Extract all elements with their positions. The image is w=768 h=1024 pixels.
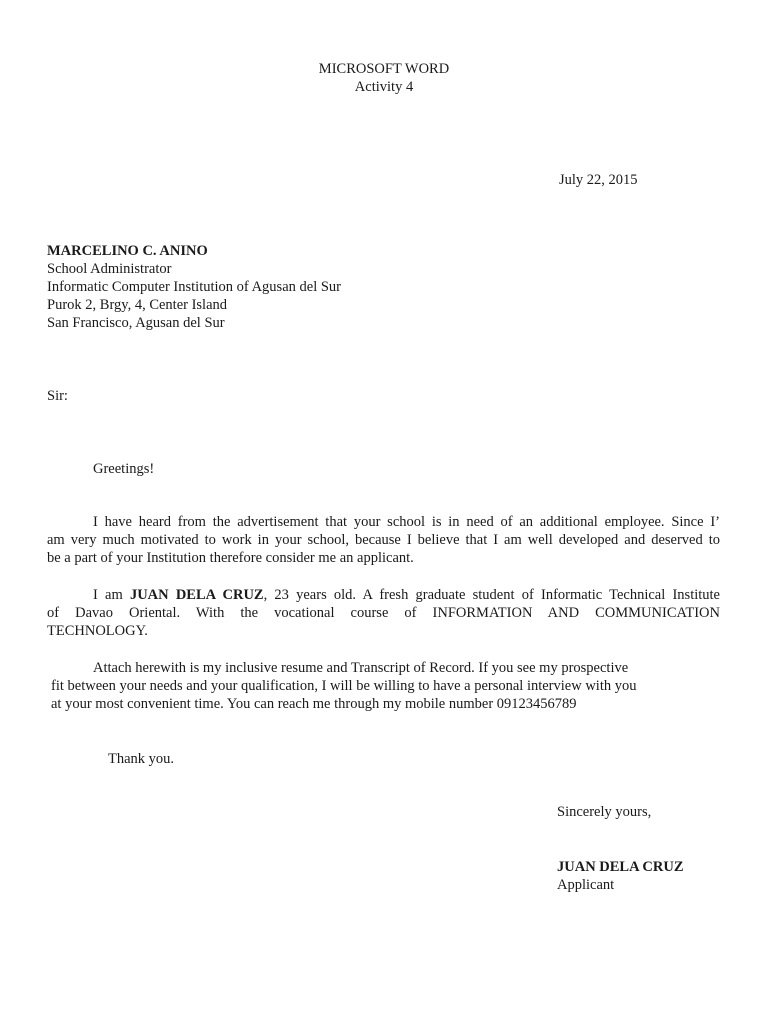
signature-title: Applicant bbox=[557, 877, 615, 893]
paragraph-3-line-1: Attach herewith is my inclusive resume and Transcript of Record. If you see my prospective bbox=[93, 660, 629, 676]
paragraph-2-line-1 bbox=[47, 586, 720, 604]
closing: Sincerely yours, bbox=[557, 804, 652, 820]
recipient-address-line1: Purok 2, Brgy, 4, Center Island bbox=[47, 297, 228, 313]
paragraph-1-line-2: am very much motivated to work in your school, because I believe that I am well developed and deserved to bbox=[47, 532, 720, 548]
recipient-institution: Informatic Computer Institution of Agusan del Sur bbox=[47, 279, 341, 295]
paragraph-3-line-3: at your most convenient time. You can reach me through my mobile number 09123456789 bbox=[51, 696, 577, 712]
greeting: Greetings! bbox=[93, 461, 155, 477]
recipient-name: MARCELINO C. ANINO bbox=[47, 243, 208, 259]
paragraph-2-prefix: I am bbox=[93, 587, 130, 603]
recipient-address-line2: San Francisco, Agusan del Sur bbox=[47, 315, 225, 331]
paragraph-2-line-3: TECHNOLOGY. bbox=[47, 623, 148, 639]
document-subtitle: Activity 4 bbox=[354, 79, 414, 95]
thanks-line: Thank you. bbox=[108, 751, 175, 767]
paragraph-1-line-3: be a part of your Institution therefore consider me an applicant. bbox=[47, 550, 414, 566]
letter-date: July 22, 2015 bbox=[559, 172, 638, 188]
paragraph-2-line-1-rest: , 23 years old. A fresh graduate student of Informatic Technical Institute bbox=[263, 587, 720, 603]
paragraph-2-line-2: of Davao Oriental. With the vocational course of INFORMATION AND COMMUNICATION bbox=[47, 605, 720, 621]
paragraph-1-line-1: I have heard from the advertisement that your school is in need of an additional employee. Since I’ bbox=[93, 514, 720, 530]
applicant-name-inline: JUAN DELA CRUZ bbox=[129, 587, 264, 603]
paragraph-1 bbox=[47, 513, 720, 567]
paragraph-2 bbox=[47, 586, 720, 640]
document-title: MICROSOFT WORD bbox=[318, 61, 450, 77]
salutation: Sir: bbox=[47, 388, 68, 404]
recipient-position: School Administrator bbox=[47, 261, 172, 277]
paragraph-3-line-2: fit between your needs and your qualification, I will be willing to have a personal interview with you bbox=[51, 678, 637, 694]
signature-name: JUAN DELA CRUZ bbox=[557, 859, 684, 875]
